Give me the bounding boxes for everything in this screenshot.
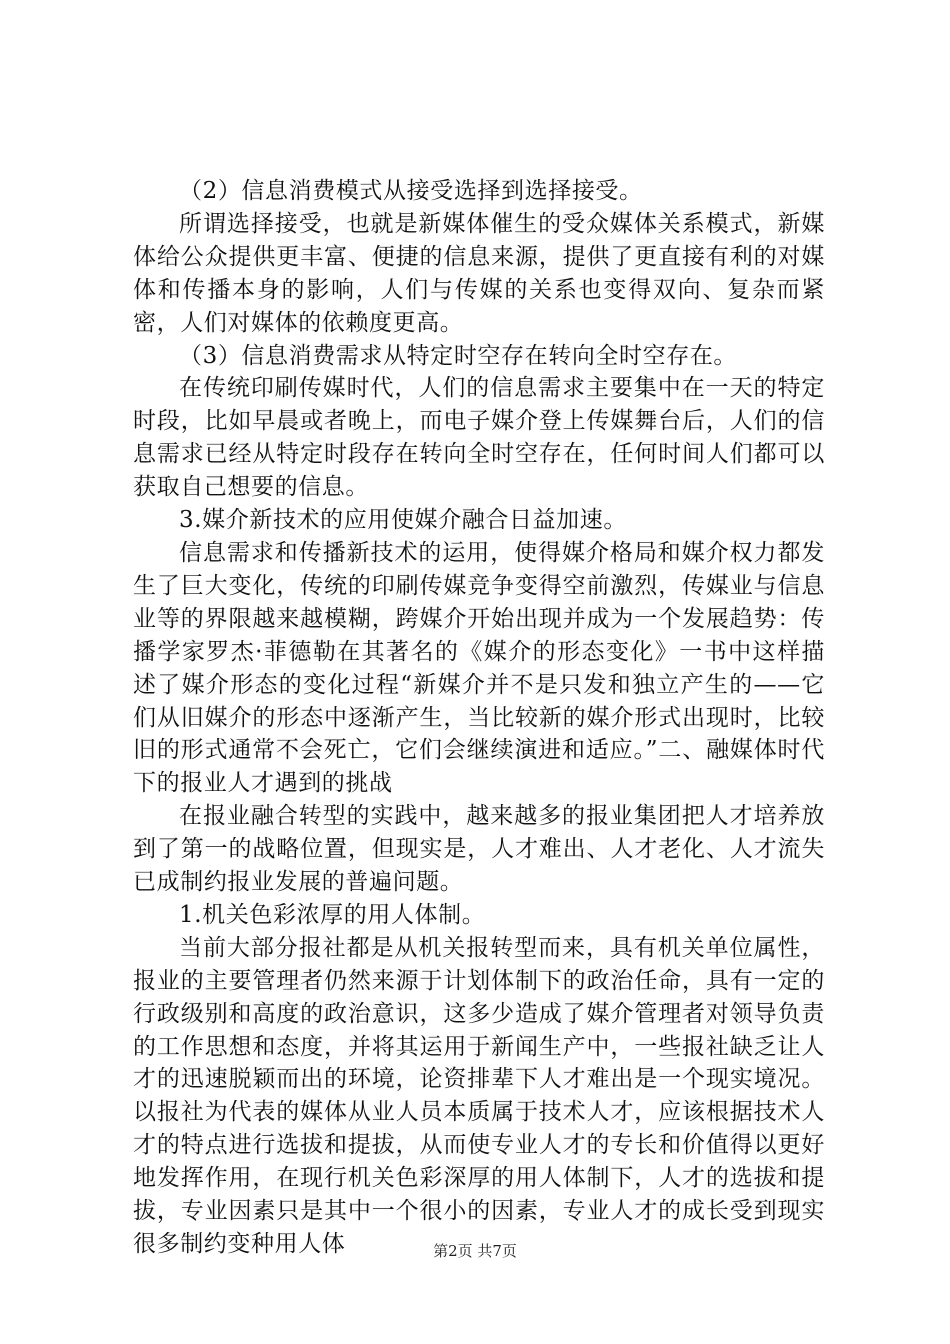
heading-info-consumption-mode: （2）信息消费模式从接受选择到选择接受。 xyxy=(179,178,643,204)
heading-info-consumption-demand: （3）信息消费需求从特定时空存在转向全时空存在。 xyxy=(179,342,738,369)
heading-employment-system: 1.机关色彩浓厚的用人体制。 xyxy=(179,901,486,928)
paragraph-print-media-era: 在传统印刷传媒时代，人们的信息需求主要集中在一天的特定时段，比如早晨或者晚上，而电子媒介登上传媒舞台后，人们的信息需求已经从特定时段存在转向全时空存在，任何时间人们都可以获取自己想要的信息。 xyxy=(133,375,825,501)
paragraph-talent-practice: 在报业融合转型的实践中，越来越多的报业集团把人才培养放到了第一的战略位置，但现实是，人才难出、人才老化、人才流失已成制约报业发展的普遍问题。 xyxy=(133,803,825,896)
paragraph-employment-system: 当前大部分报社都是从机关报转型而来，具有机关单位属性，报业的主要管理者仍然来源于计划体制下的政治任命，具有一定的行政级别和高度的政治意识，这多少造成了媒介管理者对领导负责的工作思想和态度，并将其运用于新闻生产中，一些报社缺乏让人才的迅速脱颖而出的环境，论资排辈下人才难出是一个现实境况。以报社为代表的媒体从业人员本质属于技术人才，应该根据技术人才的特点进行选拔和提拔，从而使专业人才的专长和价值得以更好地发挥作用，在现行机关色彩深厚的用人体制下，人才的选拔和提拔，专业因素只是其中一个很小的因素，专业人才的成长受到现实很多制约变种用人体 xyxy=(133,934,825,1257)
page-footer: 第2页 共7页 xyxy=(433,1242,517,1260)
paragraph-selective-acceptance: 所谓选择接受，也就是新媒体催生的受众媒体关系模式，新媒体给公众提供更丰富、便捷的信息来源，提供了更直接有利的对媒体和传播本身的影响，人们与传媒的关系也变得双向、复杂而紧密，人们对媒体的依赖度更高。 xyxy=(133,210,825,336)
document-body xyxy=(133,175,825,1261)
paragraph-media-convergence: 信息需求和传播新技术的运用，使得媒介格局和媒介权力都发生了巨大变化，传统的印刷传媒竞争变得空前激烈，传媒业与信息业等的界限越来越模糊，跨媒介开始出现并成为一个发展趋势：传播学家罗杰·菲德勒在其著名的《媒介的形态变化》一书中这样描述了媒介形态的变化过程“新媒介并不是只发和独立产生的——它们从旧媒介的形态中逐渐产生，当比较新的媒介形式出现时，比较旧的形式通常不会死亡，它们会继续演进和适应。”二、融媒体时代下的报业人才遇到的挑战 xyxy=(133,539,825,797)
heading-media-technology: 3.媒介新技术的应用使媒介融合日益加速。 xyxy=(179,507,627,534)
